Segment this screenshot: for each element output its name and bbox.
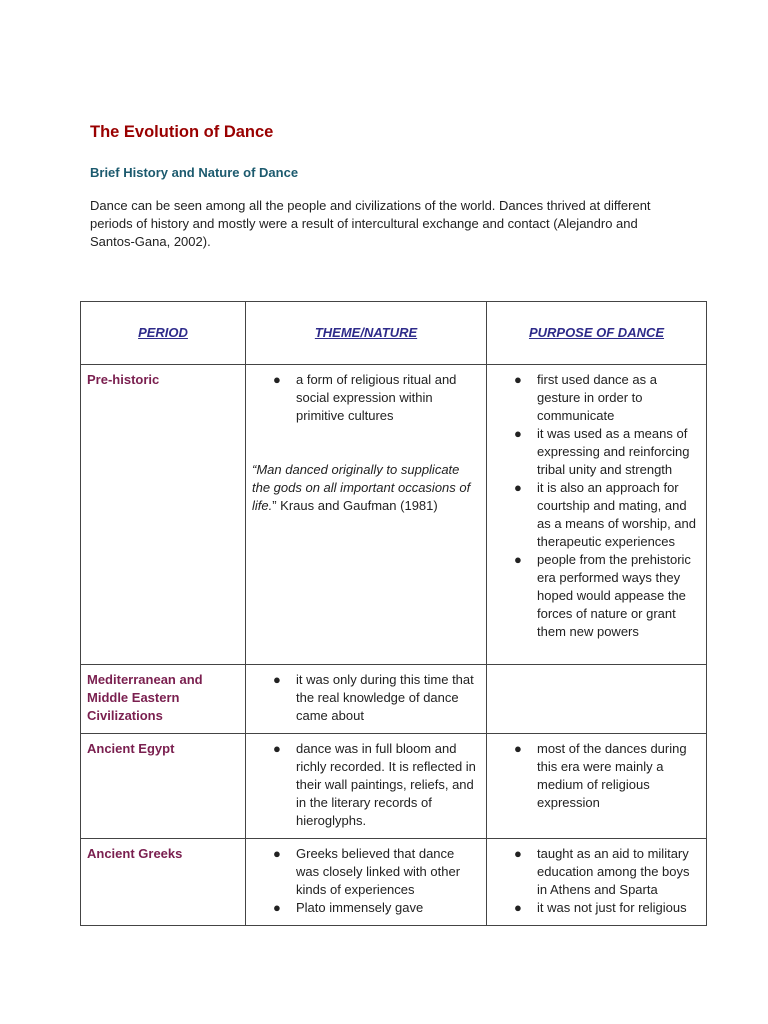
header-theme: THEME/NATURE: [246, 302, 487, 365]
table-row: [81, 365, 707, 665]
purpose-cell: [487, 839, 707, 926]
list-item: [493, 740, 700, 812]
section-heading: Brief History and Nature of Dance: [90, 165, 299, 180]
list-item: [493, 371, 700, 425]
quote-italic: “Man danced originally to supplicate the gods on all important occasions of life.: [252, 462, 471, 513]
bullet-icon: ●: [514, 741, 522, 756]
purpose-cell: [487, 365, 707, 665]
purpose-list: [493, 845, 700, 917]
table-header-row: [81, 302, 707, 365]
period-cell: Ancient Greeks: [81, 839, 246, 926]
table-row: [81, 665, 707, 734]
list-item-text: it was not just for religious: [537, 900, 687, 915]
purpose-cell: [487, 665, 707, 734]
list-item-text: taught as an aid to military education among the boys in Athens and Sparta: [537, 846, 690, 897]
list-item: [493, 845, 700, 899]
theme-list: [252, 845, 480, 917]
list-item: [493, 479, 700, 551]
bullet-icon: ●: [514, 480, 522, 495]
list-item-text: most of the dances during this era were mainly a medium of religious expression: [537, 741, 687, 810]
header-period: PERIOD: [81, 302, 246, 365]
theme-cell: [246, 734, 487, 839]
bullet-icon: ●: [273, 672, 281, 687]
intro-paragraph: Dance can be seen among all the people and civilizations of the world. Dances thrived at different periods of history and mostly were a result of intercultural exchange and contact (Alejandro and Santos-Gana, 2002).: [90, 198, 651, 249]
list-item-text: it was only during this time that the real knowledge of dance came about: [296, 672, 474, 723]
theme-list: [252, 671, 480, 725]
theme-cell: [246, 839, 487, 926]
dance-history-table: [80, 301, 707, 926]
list-item: [252, 671, 480, 725]
list-item-text: Plato immensely gave: [296, 900, 424, 915]
header-purpose: PURPOSE OF DANCE: [487, 302, 707, 365]
list-item-text: dance was in full bloom and richly recorded. It is reflected in their wall paintings, reliefs, and in the literary records of hieroglyphs.: [296, 741, 476, 828]
document-title: The Evolution of Dance: [90, 123, 274, 141]
list-item-text: a form of religious ritual and social expression within primitive cultures: [296, 372, 457, 423]
bullet-icon: ●: [514, 426, 522, 441]
bullet-icon: ●: [514, 372, 522, 387]
list-item-text: it was used as a means of expressing and reinforcing tribal unity and strength: [537, 426, 690, 477]
table-row: [81, 734, 707, 839]
bullet-icon: ●: [514, 846, 522, 861]
purpose-list: [493, 740, 700, 812]
theme-cell: [246, 665, 487, 734]
list-item: [493, 899, 700, 917]
list-item: [493, 425, 700, 479]
purpose-list: [493, 371, 700, 641]
bullet-icon: ●: [514, 552, 522, 567]
bullet-icon: ●: [273, 372, 281, 387]
period-cell: Pre-historic: [81, 365, 246, 665]
list-item: [493, 551, 700, 641]
list-item: [252, 845, 480, 899]
table-row: [81, 839, 707, 926]
bullet-icon: ●: [273, 846, 281, 861]
list-item: [252, 899, 480, 917]
period-cell: Mediterranean and Middle Eastern Civilizations: [81, 665, 246, 734]
bullet-icon: ●: [273, 900, 281, 915]
bullet-icon: ●: [273, 741, 281, 756]
quote-citation: ” Kraus and Gaufman (1981): [272, 498, 438, 513]
bullet-icon: ●: [514, 900, 522, 915]
theme-cell: [246, 365, 487, 665]
quote-text: [252, 461, 480, 515]
list-item: [252, 740, 480, 830]
list-item: [252, 371, 480, 425]
purpose-cell: [487, 734, 707, 839]
list-item-text: it is also an approach for courtship and mating, and as a means of worship, and therapeutic experiences: [537, 480, 696, 549]
list-item-text: people from the prehistoric era performed ways they hoped would appease the forces of nature or grant them new powers: [537, 552, 691, 639]
list-item-text: first used dance as a gesture in order to communicate: [537, 372, 657, 423]
list-item-text: Greeks believed that dance was closely linked with other kinds of experiences: [296, 846, 461, 897]
theme-list: [252, 740, 480, 830]
period-cell: Ancient Egypt: [81, 734, 246, 839]
theme-list: [252, 371, 480, 425]
